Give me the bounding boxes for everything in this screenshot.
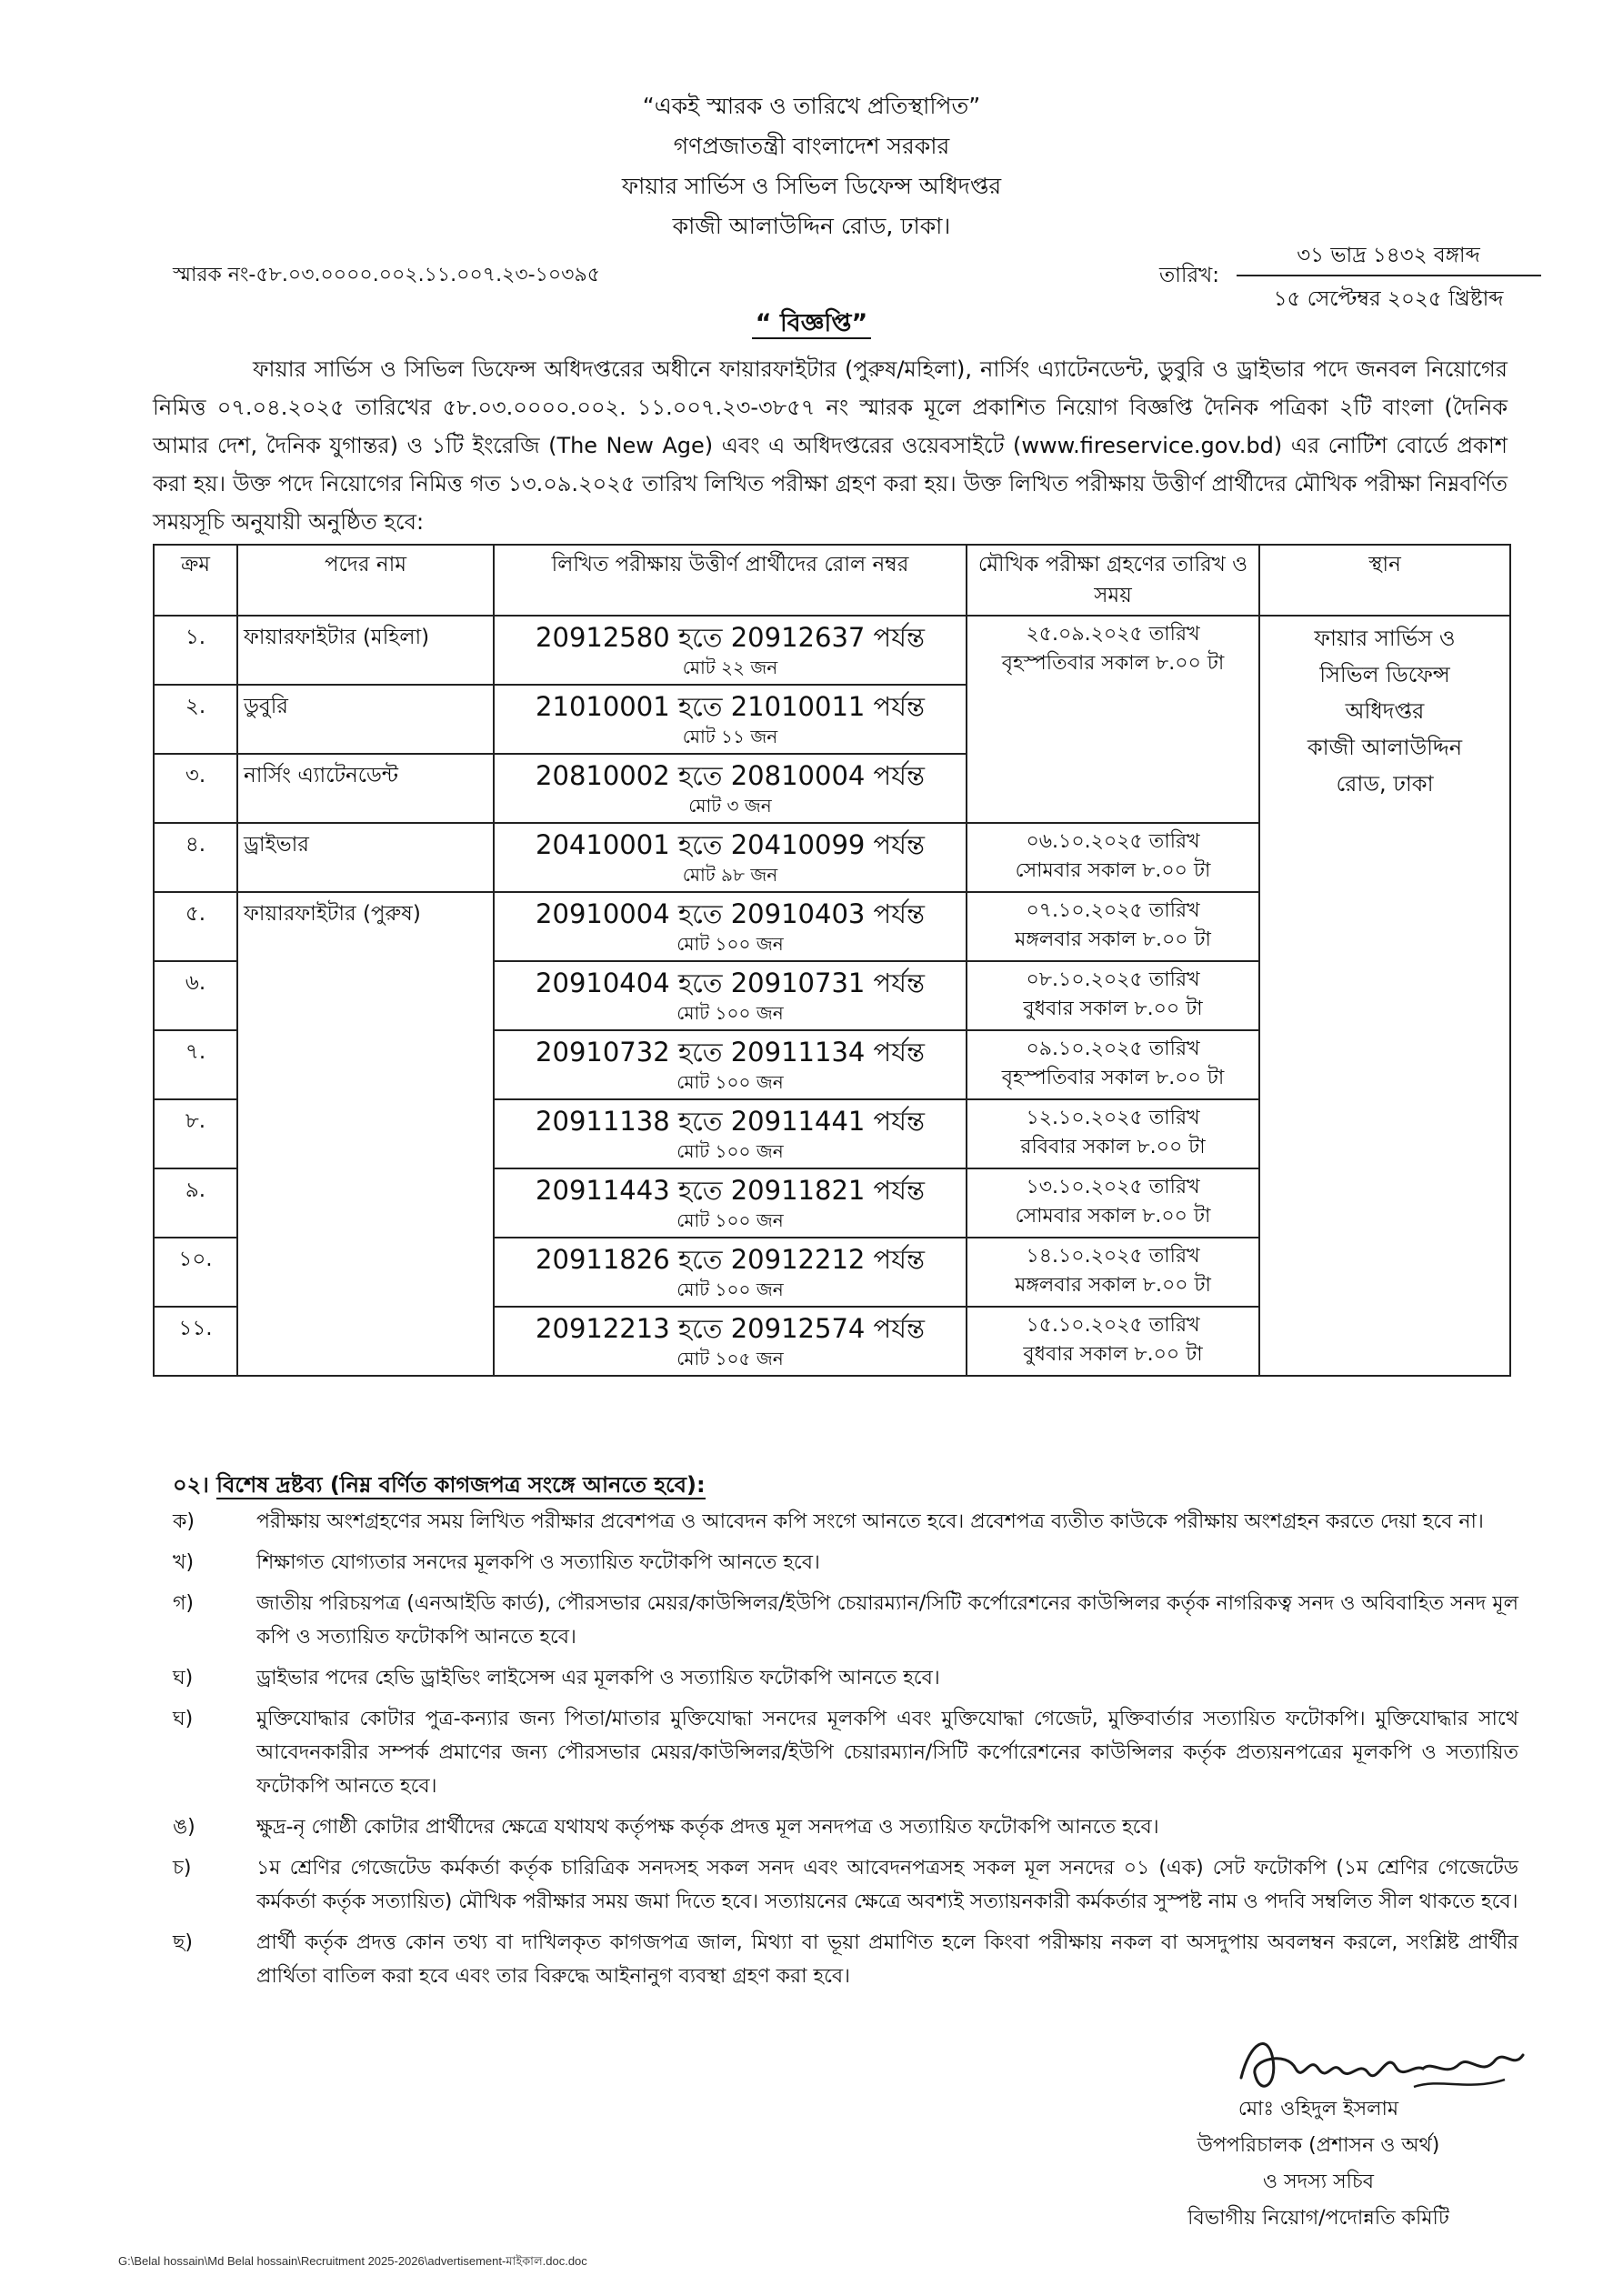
header-roll: লিখিত পরীক্ষায় উত্তীর্ণ প্রার্থীদের রোল নম্বর [494, 545, 967, 616]
viva-time: বুধবার সকাল ৮.০০ টা [1023, 1343, 1203, 1366]
header-viva-date: মৌখিক পরীক্ষা গ্রহণের তারিখ ও সময় [967, 545, 1259, 616]
viva-date: ১৩.১০.২০২৫ তারিখ [1026, 1176, 1200, 1198]
roll-cell [494, 961, 967, 1030]
roll-range: 20910404 হতে 20910731 পর্যন্ত [536, 968, 925, 998]
roll-total: মোট ১০০ জন [676, 1278, 784, 1300]
item-text: ১ম শ্রেণির গেজেটেড কর্মকর্তা কর্তৃক চারিত্রিক সনদসহ সকল সনদ এবং আবেদনপত্রসহ সকল মূল সনদের ০১ (এক) সেট ফটোকপি (১ম শ্রেণির গেজেটেড কর্মকর্তা কর্তৃক সত্যায়িত) মৌখিক পরীক্ষার সময় জমা দিতে হবে। সত্যায়নের ক্ষেত্রে অবশ্যই সত্যায়নকারী কর্মকর্তার সুস্পষ্ট নাম ও পদবি সম্বলিত সীল থাকতে হবে। [256, 1857, 1518, 1913]
viva-date: ০৭.১০.২০২৫ তারিখ [1026, 899, 1200, 922]
serial-cell: ৩. [154, 754, 237, 823]
notice-title [0, 305, 1623, 346]
item-text: শিক্ষাগত যোগ্যতার সনদের মূলকপি ও সত্যায়িত ফটোকপি আনতে হবে। [256, 1551, 820, 1574]
serial-cell: ১০. [154, 1238, 237, 1307]
viva-date: ১৫.১০.২০২৫ তারিখ [1026, 1314, 1200, 1337]
memo-number: স্মারক নং-৫৮.০৩.০০০০.০০২.১১.০০৭.২৩-১০৩৯৫ [173, 264, 601, 286]
viva-cell [967, 1238, 1259, 1307]
roll-range: 20910004 হতে 20910403 পর্যন্ত [536, 898, 925, 929]
viva-time: সোমবার সকাল ৮.০০ টা [1015, 859, 1211, 882]
roll-cell [494, 1307, 967, 1376]
item-text: ক্ষুদ্র-নৃ গোষ্ঠী কোটার প্রার্থীদের ক্ষেত্রে যথাযথ কর্তৃপক্ষ কর্তৃক প্রদত্ত মূল সনদপত্র ও সত্যায়িত ফটোকপি আনতে হবে। [256, 1816, 1159, 1839]
list-item [173, 1546, 1518, 1579]
viva-cell [967, 1099, 1259, 1168]
list-item [173, 1926, 1518, 1993]
list-item [173, 1851, 1518, 1919]
serial-cell: ১. [154, 616, 237, 685]
roll-cell [494, 1238, 967, 1307]
list-item [173, 1505, 1518, 1539]
viva-cell [967, 1307, 1259, 1376]
viva-time: বৃহস্পতিবার সকাল ৮.০০ টা [1001, 1067, 1225, 1089]
roll-range: 20912580 হতে 20912637 পর্যন্ত [536, 622, 925, 653]
date-divider [1237, 275, 1541, 276]
viva-time: বুধবার সকাল ৮.০০ টা [1023, 998, 1203, 1020]
replacement-note: “একই স্মারক ও তারিখে প্রতিস্থাপিত” [642, 93, 981, 119]
roll-total: মোট ১০০ জন [676, 1209, 784, 1231]
item-text: ড্রাইভার পদের হেভি ড্রাইভিং লাইসেন্স এর মূলকপি ও সত্যায়িত ফটোকপি আনতে হবে। [256, 1667, 940, 1689]
roll-total: মোট ১০০ জন [676, 1140, 784, 1162]
intro-paragraph [153, 350, 1508, 541]
serial-cell: ৬. [154, 961, 237, 1030]
item-text: মুক্তিযোদ্ধার কোটার পুত্র-কন্যার জন্য পিতা/মাতার মুক্তিযোদ্ধা সনদের মূলকপি এবং মুক্তিযোদ্ধা গেজেট, মুক্তিবার্তার সত্যায়িত ফটোকপি। মুক্তিযোদ্ধার সাথে আবেদনকারীর সম্পর্ক প্রমাণের জন্য পৌরসভার মেয়র/কাউন্সিলর/ইউপি চেয়ারম্যান/সিটি কর্পোরেশনের কাউন্সিলর কর্তৃক প্রত্যয়নপত্রের মূলকপি ও সত্যায়িত ফটোকপি আনতে হবে। [256, 1708, 1518, 1798]
roll-total: মোট ১০০ জন [676, 1071, 784, 1093]
intro-text: ফায়ার সার্ভিস ও সিভিল ডিফেন্স অধিদপ্তরের অধীনে ফায়ারফাইটার (পুরুষ/মহিলা), নার্সিং এ্যাটেনডেন্ট, ডুবুরি ও ড্রাইভার পদে জনবল নিয়োগের নিমিত্ত ০৭.০৪.২০২৫ তারিখের ৫৮.০৩.০০০০.০০২. ১১.০০৭.২৩-৩৮৫৭ নং স্মারক মূলে প্রকাশিত নিয়োগ বিজ্ঞপ্তি দৈনিক পত্রিকা ২টি বাংলা (দৈনিক আমার দেশ, দৈনিক যুগান্তর) ও ১টি ইংরেজি (The New Age) এবং এ অধিদপ্তরের ওয়েবসাইটে (www.fireservice.gov.bd) এর নোটিশ বোর্ডে প্রকাশ করা হয়। উক্ত পদে নিয়োগের নিমিত্ত গত ১৩.০৯.২০২৫ তারিখ লিখিত পরীক্ষা গ্রহণ করা হয়। উক্ত লিখিত পরীক্ষায় উত্তীর্ণ প্রার্থীদের মৌখিক পরীক্ষা নিম্নবর্ণিত সময়সূচি অনুযায়ী অনুষ্ঠিত হবে: [153, 356, 1508, 535]
list-item [173, 1702, 1518, 1803]
notice-title-text: “ বিজ্ঞপ্তি” [752, 309, 871, 339]
signatory-name: মোঃ ওহিদুল ইসলাম [1237, 2098, 1399, 2121]
serial-cell: ৭. [154, 1030, 237, 1099]
signatory-block [1118, 2091, 1518, 2237]
office-address: কাজী আলাউদ্দিন রোড, ঢাকা। [672, 213, 951, 239]
roll-total: মোট ১০০ জন [676, 933, 784, 955]
venue-line: কাজী আলাউদ্দিন [1307, 735, 1463, 760]
serial-cell: ১১. [154, 1307, 237, 1376]
item-label: ঘ) [173, 1667, 194, 1689]
item-text: জাতীয় পরিচয়পত্র (এনআইডি কার্ড), পৌরসভার মেয়র/কাউন্সিলর/ইউপি চেয়ারম্যান/সিটি কর্পোরেশনের কাউন্সিলর কর্তৃক নাগরিকত্ব সনদ ও অবিবাহিত সনদ মূল কপি ও সত্যায়িত ফটোকপি আনতে হবে। [256, 1592, 1518, 1649]
viva-schedule-table [153, 544, 1511, 1377]
post-cell: নার্সিং এ্যাটেনডেন্ট [237, 754, 494, 823]
list-item [173, 1810, 1518, 1844]
item-label: ক) [173, 1510, 195, 1533]
letterhead [0, 86, 1623, 246]
roll-total: মোট ১০৫ জন [676, 1348, 784, 1369]
item-label: ঙ) [173, 1816, 195, 1839]
item-label: ছ) [173, 1931, 193, 1954]
list-item [173, 1587, 1518, 1654]
roll-range: 20910732 হতে 20911134 পর্যন্ত [536, 1037, 925, 1068]
viva-date: ০৬.১০.২০২৫ তারিখ [1026, 830, 1200, 853]
roll-range: 20911826 হতে 20912212 পর্যন্ত [536, 1244, 925, 1275]
roll-range: 20912213 হতে 20912574 পর্যন্ত [536, 1313, 925, 1344]
roll-range: 20410001 হতে 20410099 পর্যন্ত [536, 829, 925, 860]
post-cell: ফায়ারফাইটার (মহিলা) [237, 616, 494, 685]
table-row [154, 616, 1510, 685]
venue-cell [1259, 616, 1510, 1376]
item-label: ঘ) [173, 1708, 194, 1730]
roll-total: মোট ১১ জন [682, 726, 778, 747]
viva-date: ০৮.১০.২০২৫ তারিখ [1026, 968, 1200, 991]
roll-cell [494, 823, 967, 892]
roll-total: মোট ৯৮ জন [682, 864, 778, 886]
serial-cell: ৪. [154, 823, 237, 892]
item-text: পরীক্ষায় অংশগ্রহণের সময় লিখিত পরীক্ষার প্রবেশপত্র ও আবেদন কপি সংগে আনতে হবে। প্রবেশপত্র ব্যতীত কাউকে পরীক্ষায় অংশগ্রহন করতে দেয়া হবে না। [256, 1510, 1484, 1533]
roll-cell [494, 1168, 967, 1238]
viva-date: ১২.১০.২০২৫ তারিখ [1026, 1107, 1200, 1129]
roll-cell [494, 616, 967, 685]
item-text: প্রার্থী কর্তৃক প্রদত্ত কোন তথ্য বা দাখিলকৃত কাগজপত্র জাল, মিথ্যা বা ভূয়া প্রমাণিত হলে কিংবা পরীক্ষায় নকল বা অসদুপায় অবলম্বন করলে, সংশ্লিষ্ট প্রার্থীর প্রার্থিতা বাতিল করা হবে এবং তার বিরুদ্ধে আইনানুগ ব্যবস্থা গ্রহণ করা হবে। [256, 1931, 1518, 1988]
venue-line: অধিদপ্তর [1345, 698, 1425, 724]
roll-total: মোট ৩ জন [688, 795, 772, 817]
roll-cell [494, 1099, 967, 1168]
roll-range: 20810002 হতে 20810004 পর্যন্ত [536, 760, 925, 791]
serial-cell: ৯. [154, 1168, 237, 1238]
roll-cell [494, 754, 967, 823]
item-label: গ) [173, 1592, 195, 1615]
viva-date: ০৯.১০.২০২৫ তারিখ [1026, 1038, 1200, 1060]
serial-cell: ২. [154, 685, 237, 754]
post-cell: ফায়ারফাইটার (পুরুষ) [237, 892, 494, 1376]
date-gregorian: ১৫ সেপ্টেম্বর ২০২৫ খ্রিষ্টাব্দ [1273, 287, 1504, 311]
post-cell: ডুবুরি [237, 685, 494, 754]
special-title: বিশেষ দ্রষ্টব্য (নিম্ন বর্ণিত কাগজপত্র সংঙ্গে আনতে হবে): [216, 1472, 706, 1498]
signatory-role: ও সদস্য সচিব [1262, 2171, 1375, 2193]
file-path-footer: G:\Belal hossain\Md Belal hossain\Recruitment 2025-2026\advertisement-মাইকাল.doc.doc [118, 2254, 587, 2268]
viva-date: ২৫.০৯.২০২৫ তারিখ [1026, 623, 1200, 646]
viva-time: সোমবার সকাল ৮.০০ টা [1015, 1205, 1211, 1228]
viva-time: বৃহস্পতিবার সকাল ৮.০০ টা [1001, 652, 1225, 675]
roll-range: 20911443 হতে 20911821 পর্যন্ত [536, 1175, 925, 1206]
item-label: খ) [173, 1551, 195, 1574]
header-venue: স্থান [1259, 545, 1510, 616]
roll-cell [494, 1030, 967, 1099]
viva-cell [967, 1168, 1259, 1238]
post-cell: ড্রাইভার [237, 823, 494, 892]
date-bangla: ৩১ ভাদ্র ১৪৩২ বঙ্গাব্দ [1297, 244, 1480, 267]
venue-line: ফায়ার সার্ভিস ও [1314, 626, 1456, 651]
viva-time: মঙ্গলবার সকাল ৮.০০ টা [1015, 928, 1211, 951]
signatory-committee: বিভাগীয় নিয়োগ/পদোন্নতি কমিটি [1187, 2207, 1449, 2230]
list-item [173, 1661, 1518, 1695]
viva-date: ১৪.১০.২০২৫ তারিখ [1026, 1245, 1200, 1268]
roll-range: 21010001 হতে 21010011 পর্যন্ত [536, 691, 925, 722]
roll-total: মোট ১০০ জন [676, 1002, 784, 1024]
venue-line: রোড, ঢাকা [1336, 771, 1434, 797]
item-label: চ) [173, 1857, 192, 1880]
roll-range: 20911138 হতে 20911441 পর্যন্ত [536, 1106, 925, 1137]
viva-time: মঙ্গলবার সকাল ৮.০০ টা [1015, 1274, 1211, 1297]
roll-cell [494, 892, 967, 961]
viva-cell [967, 892, 1259, 961]
viva-cell [967, 961, 1259, 1030]
roll-total: মোট ২২ জন [682, 657, 778, 678]
date-label: তারিখ: [1159, 264, 1220, 287]
serial-cell: ৮. [154, 1099, 237, 1168]
header-post: পদের নাম [237, 545, 494, 616]
table-header-row [154, 545, 1510, 616]
serial-cell: ৫. [154, 892, 237, 961]
header-serial: ক্রম [154, 545, 237, 616]
department-name: ফায়ার সার্ভিস ও সিভিল ডিফেন্স অধিদপ্তর [621, 173, 1002, 199]
viva-cell [967, 616, 1259, 823]
roll-cell [494, 685, 967, 754]
viva-cell [967, 1030, 1259, 1099]
special-number: ০২। [173, 1472, 209, 1498]
special-notes-heading [173, 1469, 706, 1505]
viva-cell [967, 823, 1259, 892]
viva-time: রবিবার সকাল ৮.০০ টা [1020, 1136, 1206, 1158]
special-notes-list [173, 1505, 1518, 2000]
government-name: গণপ্রজাতন্ত্রী বাংলাদেশ সরকার [673, 133, 950, 159]
venue-line: সিভিল ডিফেন্স [1319, 662, 1450, 687]
signatory-designation: উপপরিচালক (প্রশাসন ও অর্থ) [1197, 2134, 1440, 2157]
